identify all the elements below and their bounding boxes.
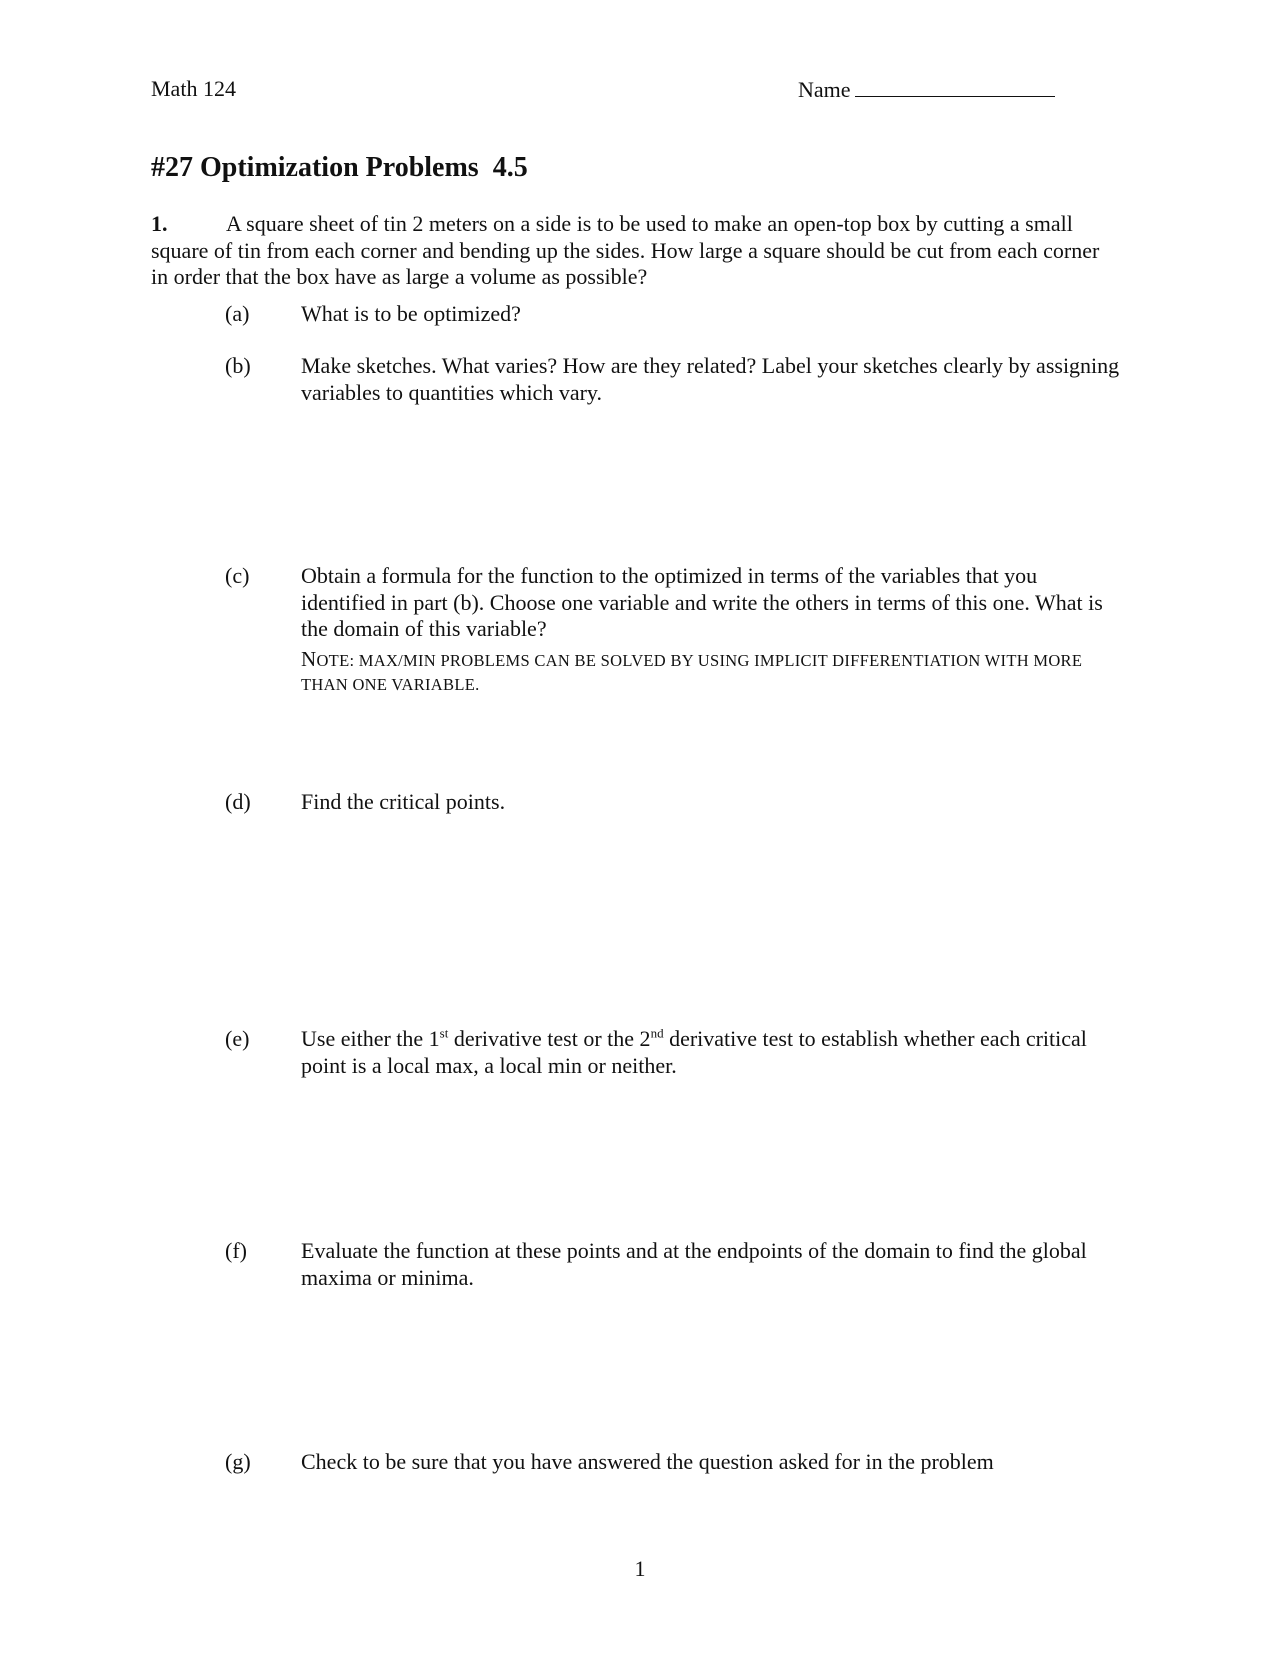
note-initial: N xyxy=(301,646,317,671)
part-note xyxy=(301,647,1121,697)
name-field xyxy=(798,76,1055,103)
part-label: (b) xyxy=(225,353,251,378)
problem-text: A square sheet of tin 2 meters on a side is to be used to make an open-top box by cutting a small square of tin from each corner and bending up the sides. How large a square should be cut from each corner in order that the box have as large a volume as possible? xyxy=(151,211,1100,289)
text-segment: derivative test or the 2 xyxy=(448,1026,651,1051)
part-label: (c) xyxy=(225,563,250,588)
name-label: Name xyxy=(798,77,851,102)
text-segment: Use either the 1 xyxy=(301,1026,440,1051)
part-text: Obtain a formula for the function to the optimized in terms of the variables that you identified in part (b). Choose one variable and write the others in terms of this one. What is the domain of this variable? xyxy=(301,563,1103,641)
ordinal-suffix: nd xyxy=(650,1025,664,1041)
part-label: (a) xyxy=(225,301,250,326)
note-text: OTE: MAX/MIN PROBLEMS CAN BE SOLVED BY USING IMPLICIT DIFFERENTIATION WITH MORE THAN ONE VARIABLE. xyxy=(301,650,1083,694)
part-text-block xyxy=(301,563,1121,697)
part-text: Check to be sure that you have answered the question asked for in the problem xyxy=(301,1449,994,1474)
part-text: Evaluate the function at these points and at the endpoints of the domain to find the global maxima or minima. xyxy=(301,1238,1087,1290)
part-text: Find the critical points. xyxy=(301,789,506,814)
part-text xyxy=(301,1026,1121,1079)
part-label: (g) xyxy=(225,1449,251,1474)
part-label: (d) xyxy=(225,789,251,814)
problem-number: 1. xyxy=(151,211,168,236)
worksheet-title: #27 Optimization Problems 4.5 xyxy=(151,152,528,183)
part-label: (f) xyxy=(225,1238,247,1263)
problem-statement xyxy=(151,211,1117,291)
page-number: 1 xyxy=(634,1556,646,1581)
name-blank-line xyxy=(855,76,1055,97)
ordinal-suffix: st xyxy=(439,1025,449,1041)
part-text: What is to be optimized? xyxy=(301,301,521,326)
course-label: Math 124 xyxy=(151,76,236,101)
part-text: Make sketches. What varies? How are they related? Label your sketches clearly by assigning variables to quantities which vary. xyxy=(301,353,1120,405)
text-segment: derivative test to establish whether each critical point is a local max, a local min or neither. xyxy=(301,1026,1087,1078)
part-label: (e) xyxy=(225,1026,250,1051)
